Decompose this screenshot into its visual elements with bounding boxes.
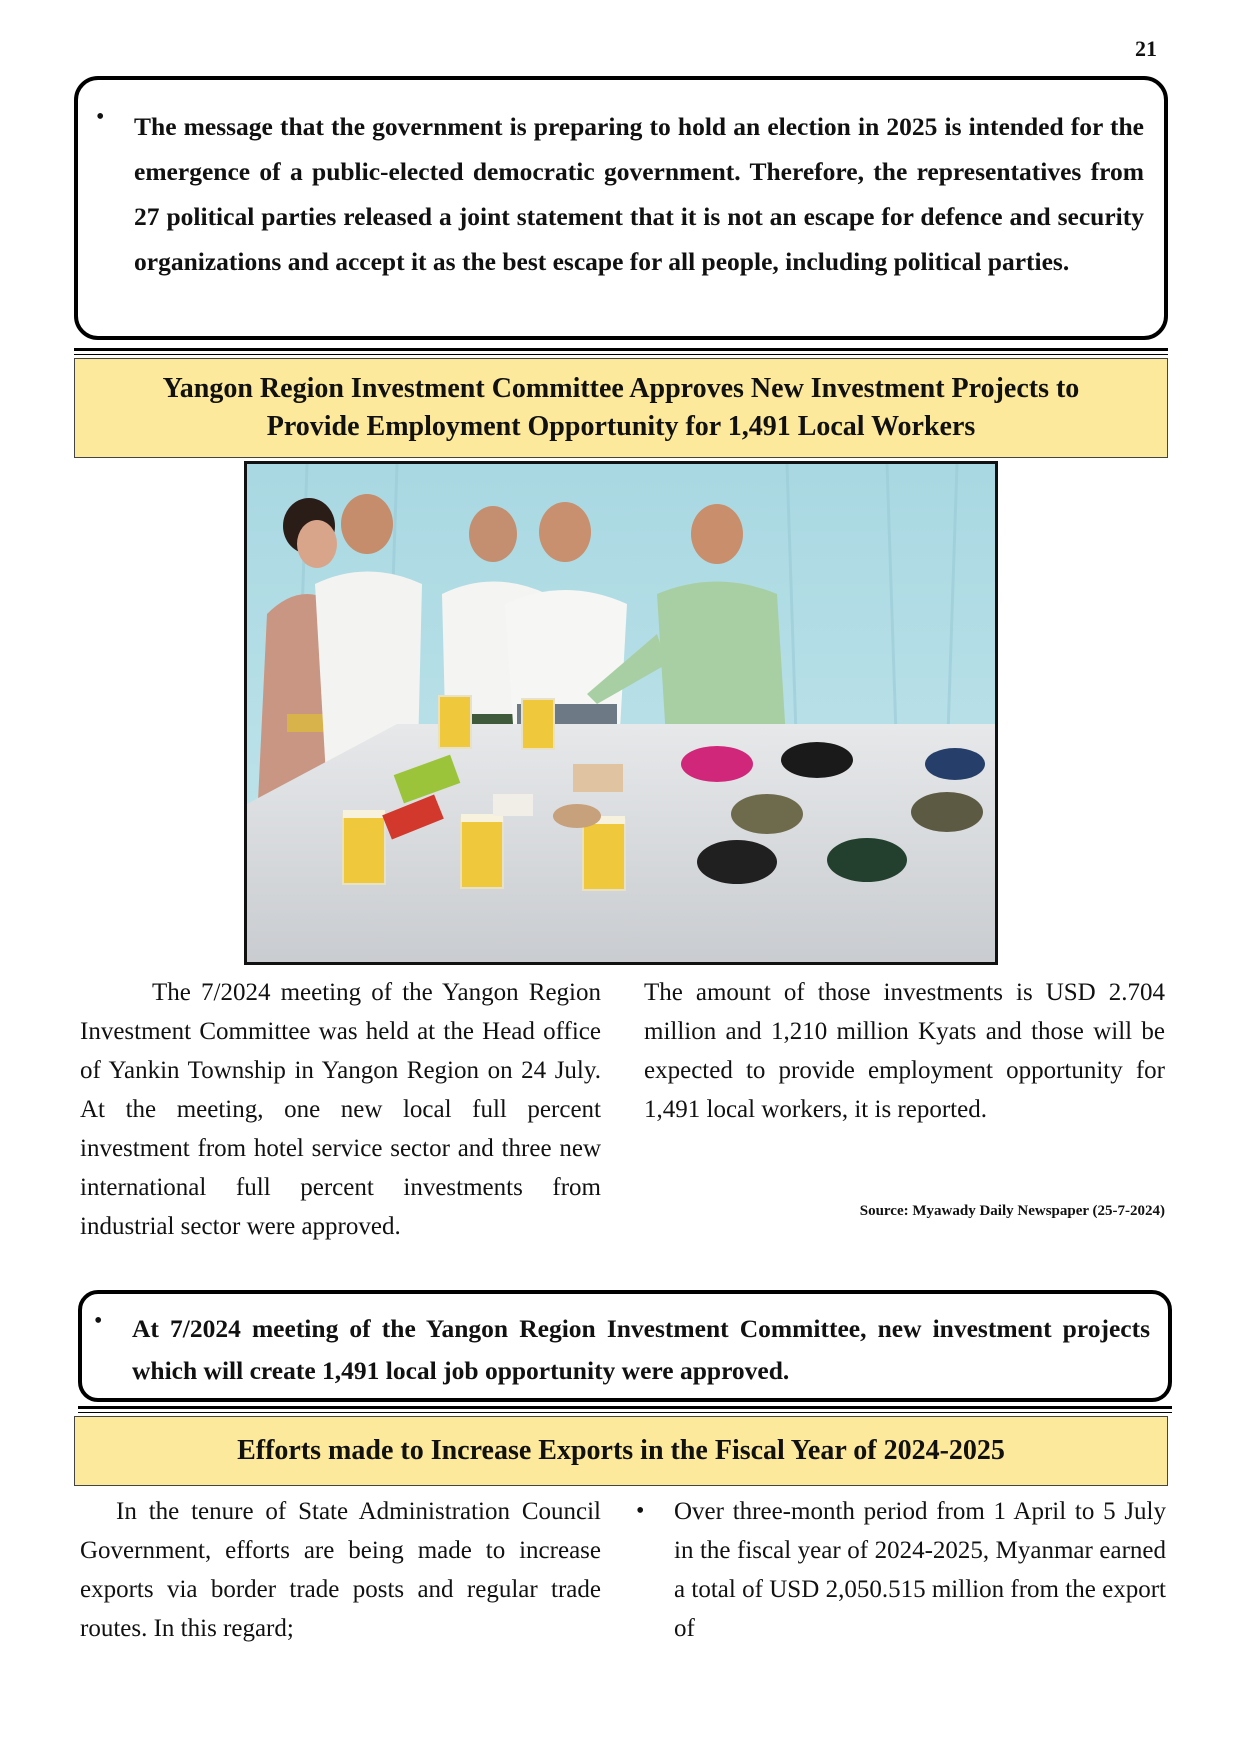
section-divider: [74, 348, 1168, 355]
export-bullet-item: [636, 1492, 1166, 1648]
bullet-icon: •: [94, 1308, 103, 1334]
summary-text: At 7/2024 meeting of the Yangon Region Investment Committee, new investment projects which will create 1,491 local job opportunity were approved.: [132, 1314, 1150, 1385]
article-left-column: The 7/2024 meeting of the Yangon Region Investment Committee was held at the Head office of Yankin Township in Yangon Region on 24 July. At the meeting, one new local full percent investment from hotel service sector and three new international full percent investments from industrial sector were approved.: [80, 979, 601, 1240]
article-headline: [74, 1416, 1168, 1486]
page-number: 21: [1135, 36, 1157, 61]
article-right-column: The amount of those investments is USD 2.704 million and 1,210 million Kyats and those will be expected to provide employment opportunity for 1,491 local workers, it is reported.: [644, 979, 1165, 1123]
headline-text: Efforts made to Increase Exports in the Fiscal Year of 2024-2025: [237, 1435, 1005, 1466]
summary-box: [78, 1290, 1172, 1402]
export-bullet-text: Over three-month period from 1 April to 5 July in the fiscal year of 2024-2025, Myanmar earned a total of USD 2,050.515 million from the export of: [674, 1498, 1166, 1642]
bullet-icon: •: [636, 1498, 645, 1524]
article-left-column: In the tenure of State Administration Council Government, efforts are being made to increase exports via border trade posts and regular trade routes. In this regard;: [80, 1498, 601, 1642]
key-point-text: The message that the government is preparing to hold an election in 2025 is intended for the emergence of a public-elected democratic government. Therefore, the representatives from 27 political parties released a joint statement that it is not an escape for defence and security organizations and accept it as the best escape for all people, including political parties.: [134, 112, 1144, 276]
key-point-box: [74, 76, 1168, 340]
headline-line-1: Yangon Region Investment Committee Approves New Investment Projects to: [162, 373, 1080, 404]
meeting-photo: [244, 461, 998, 965]
section-divider: [78, 1406, 1172, 1413]
source-credit: Source: Myawady Daily Newspaper (25-7-2024): [859, 1203, 1165, 1219]
bullet-icon: •: [96, 104, 105, 130]
article-headline: [74, 358, 1168, 458]
meeting-photo-illustration: [247, 464, 995, 962]
headline-line-2: Provide Employment Opportunity for 1,491 Local Workers: [266, 411, 976, 442]
